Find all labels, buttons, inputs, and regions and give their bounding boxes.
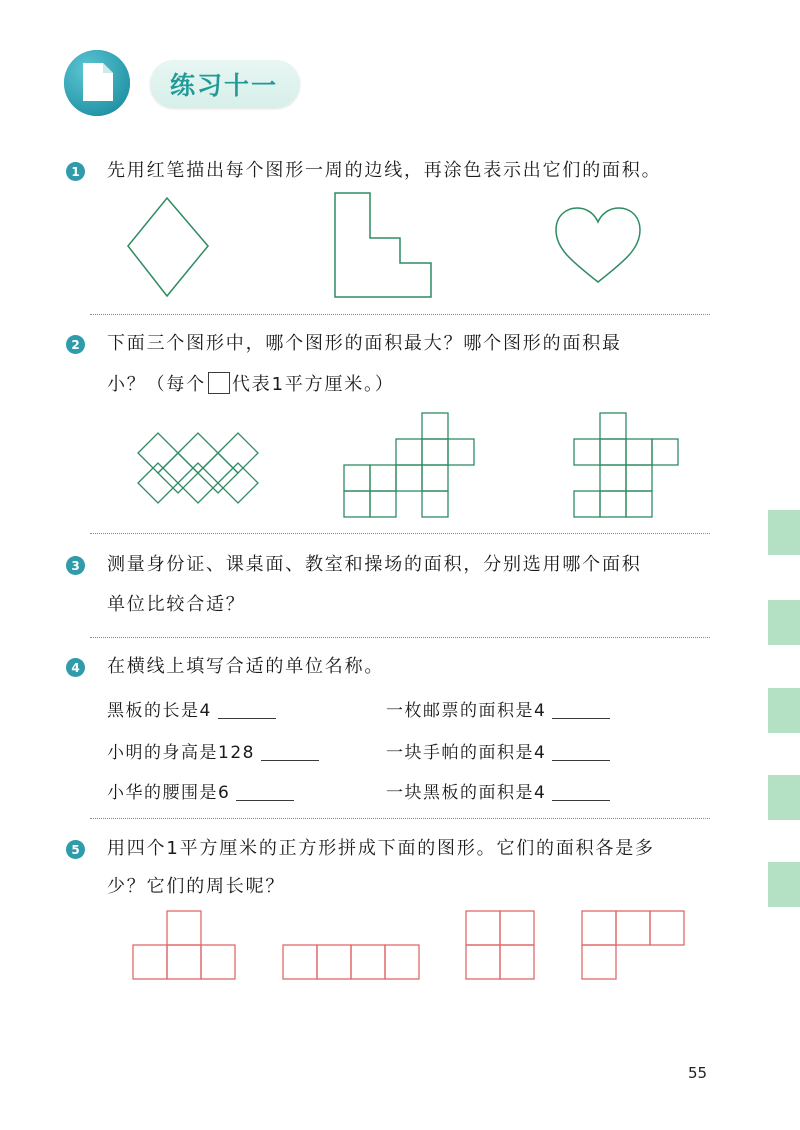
question-text: 在横线上填写合适的单位名称。 <box>107 656 385 677</box>
fill-blank-item <box>386 696 610 721</box>
question-text-line1: 测量身份证、课桌面、教室和操场的面积，分别选用哪个面积 <box>107 554 642 575</box>
heart-shape <box>550 200 650 290</box>
fill-blank-item <box>107 778 294 803</box>
grid-shape-b <box>340 410 480 522</box>
answer-blank[interactable] <box>552 700 610 719</box>
question-text-line1: 用四个1平方厘米的正方形拼成下面的图形。它们的面积各是多 <box>107 838 655 859</box>
answer-blank[interactable] <box>261 742 319 761</box>
fill-blank-item <box>107 738 319 763</box>
divider <box>90 314 710 315</box>
fill-blank-label: 黑板的长是4 <box>107 701 212 721</box>
question-number: 1 <box>66 162 85 181</box>
question-number: 4 <box>66 658 85 677</box>
divider <box>90 533 710 534</box>
side-tab <box>768 688 800 733</box>
side-tab <box>768 862 800 907</box>
fill-blank-item <box>107 696 276 721</box>
side-tab <box>768 600 800 645</box>
fill-blank-label: 一块手帕的面积是4 <box>386 743 547 763</box>
fill-blank-label: 小华的腰围是6 <box>107 783 231 803</box>
fill-blank-label: 小明的身高是128 <box>107 743 255 763</box>
side-tab <box>768 775 800 820</box>
stair-shape <box>330 188 440 303</box>
document-icon <box>63 49 131 117</box>
side-tab <box>768 510 800 555</box>
rhombus-shape <box>120 190 220 300</box>
question-number: 5 <box>66 840 85 859</box>
question-text-part: 小？（每个 <box>107 374 206 395</box>
question-text-line1: 下面三个图形中，哪个图形的面积最大？哪个图形的面积最 <box>107 333 622 354</box>
divider <box>90 818 710 819</box>
question-text-line2: 单位比较合适？ <box>107 594 246 615</box>
fill-blank-label: 一块黑板的面积是4 <box>386 783 547 803</box>
rotated-squares-shape <box>130 425 260 510</box>
line-shape <box>280 942 425 982</box>
square-shape <box>463 908 541 983</box>
question-number: 3 <box>66 556 85 575</box>
answer-blank[interactable] <box>552 742 610 761</box>
unit-square-icon <box>208 372 230 394</box>
answer-blank[interactable] <box>236 782 294 801</box>
question-text-line2 <box>107 370 395 400</box>
page-title: 练习十一 <box>170 71 279 100</box>
fill-blank-label: 一枚邮票的面积是4 <box>386 701 547 721</box>
question-text: 先用红笔描出每个图形一周的边线，再涂色表示出它们的面积。 <box>107 160 662 181</box>
divider <box>90 637 710 638</box>
l-shape <box>579 908 689 983</box>
question-number: 2 <box>66 335 85 354</box>
question-text-part: 代表1平方厘米。） <box>232 374 395 395</box>
t-shape <box>130 908 240 983</box>
fill-blank-item <box>386 738 610 763</box>
answer-blank[interactable] <box>218 700 276 719</box>
question-text-line2: 少？它们的周长呢？ <box>107 876 286 897</box>
grid-shape-c <box>570 410 685 522</box>
fill-blank-item <box>386 778 610 803</box>
answer-blank[interactable] <box>552 782 610 801</box>
page-number: 55 <box>688 1064 708 1082</box>
